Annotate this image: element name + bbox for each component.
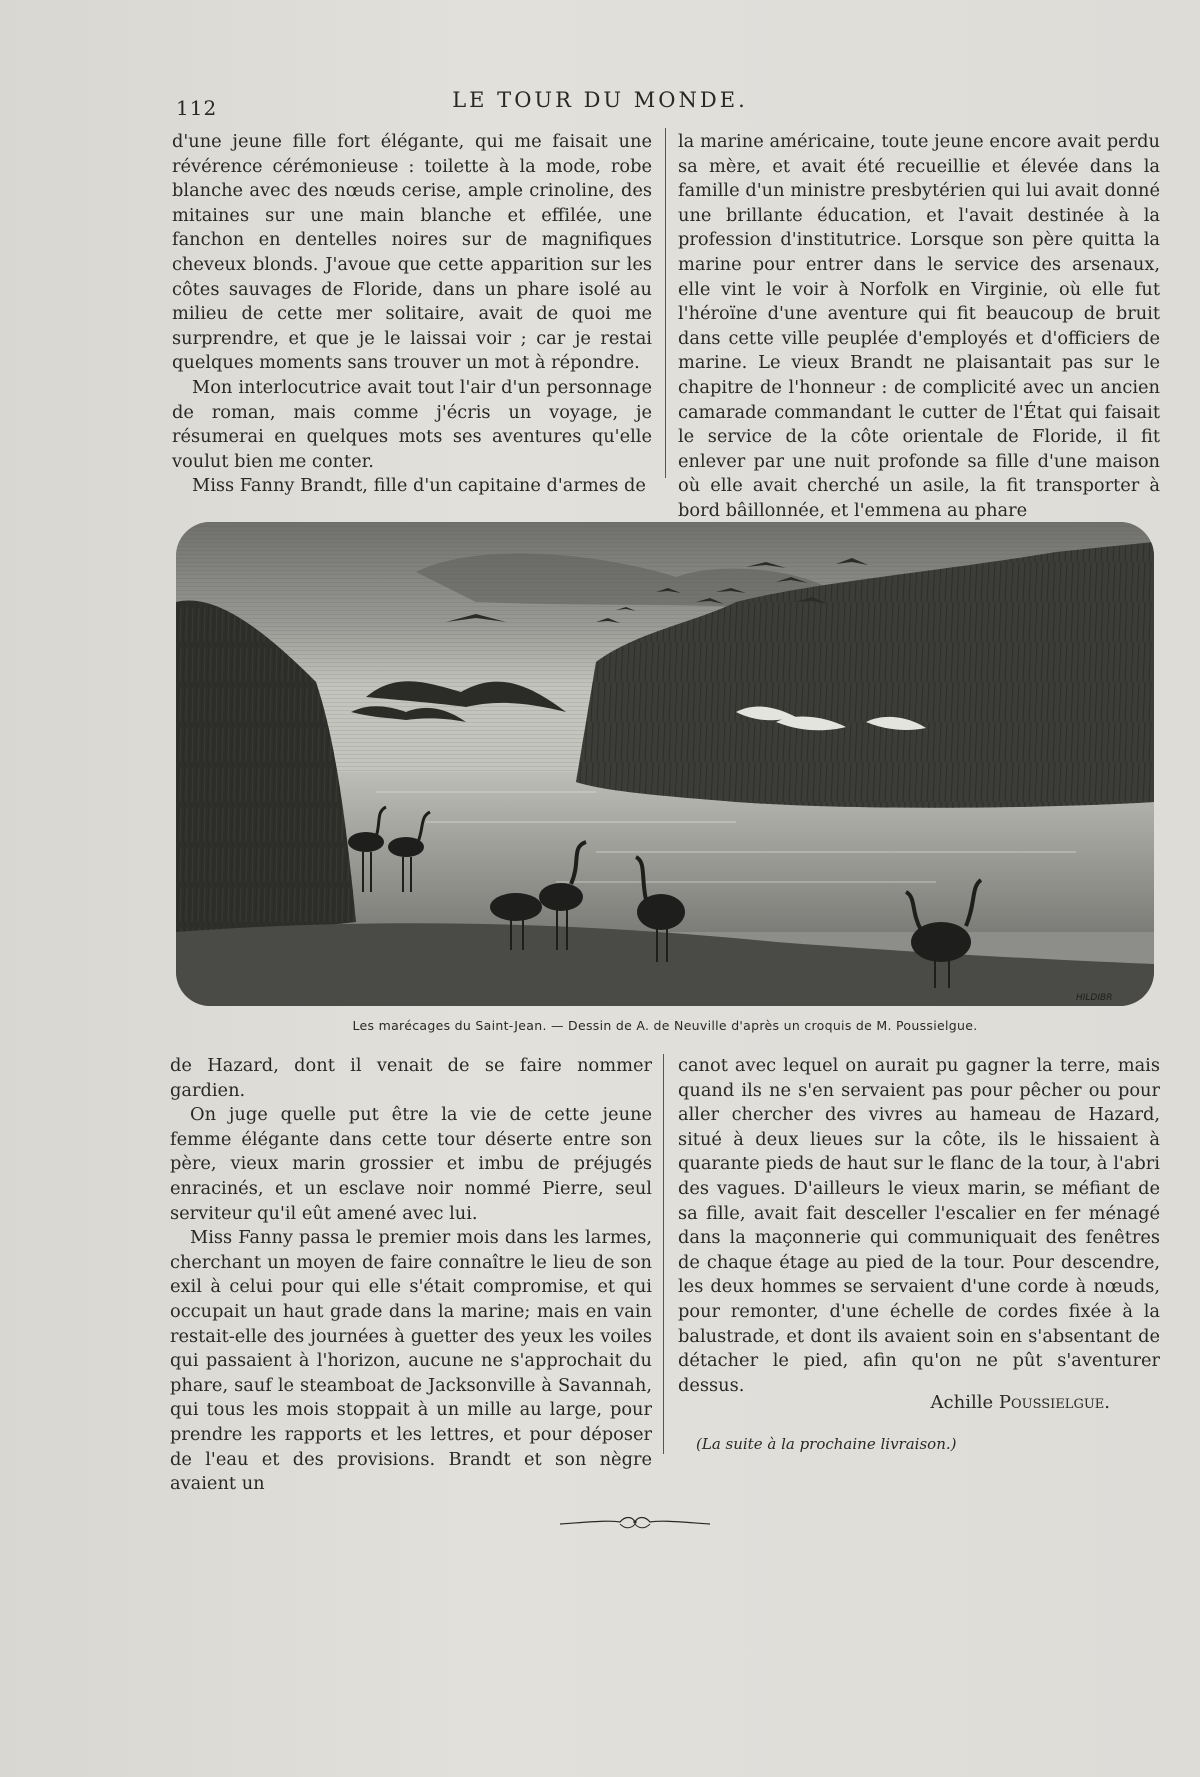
paragraph: Mon interlocutrice avait tout l'air d'un personnage de roman, mais comme j'écris un voyage, je résumerai en quelques mots ses aventures qu'elle voulut bien me conter. <box>172 376 652 472</box>
paragraph: d'une jeune fille fort élégante, qui me faisait une révérence cérémonieuse : toilette à la mode, robe blanche avec des nœuds cerise, ample crinoline, des mitaines sur une main blanche et effilée, une fanchon en dentelles noires sur de magnifiques cheveux blonds. J'avoue que cette apparition sur les côtes sauvages de Floride, dans un phare isolé au milieu de cette mer solitaire, avait de quoi me surprendre, et que je le laissai voir ; car je restai quelques moments sans trouver un mot à répondre. <box>172 131 652 374</box>
paragraph: Miss Fanny passa le premier mois dans les larmes, cherchant un moyen de faire connaître le lieu de son exil à celui pour qui elle s'était compromise, et qui occupait un haut grade dans la marine; mais en vain restait-elle des journées à guetter des yeux les voiles qui passaient à l'horizon, aucune ne s'approchait du phare, sauf le steamboat de Jacksonville à Savannah, qui tous les mois stoppait à un mille au large, pour prendre les rapports et les lettres, et pour déposer de l'eau et des provisions. Brandt et son nègre avaient un <box>170 1227 652 1495</box>
author-first-name: Achille <box>930 1392 994 1413</box>
paragraph: de Hazard, dont il venait de se faire nommer gardien. <box>170 1055 652 1101</box>
paragraph: canot avec lequel on aurait pu gagner la terre, mais quand ils ne s'en servaient pas pour pêcher ou pour aller chercher des vivres au hameau de Hazard, situé à deux lieues sur la côte, ils le hissaient à quarante pieds de haut sur le flanc de la tour, à l'abri des vagues. D'ailleurs le vieux marin, se méfiant de sa fille, avait fait desceller l'escalier en fer ménagé dans la maçonnerie qui communiquait des fenêtres de chaque étage au pied de la tour. Pour descendre, les deux hommes se servaient d'une corde à nœuds, pour remonter, d'une échelle de cordes fixée à la balustrade, et dont ils avaient soin en s'absentant de détacher le pied, afin qu'on ne pût s'aventurer dessus. <box>678 1055 1160 1396</box>
text-column-bottom-right <box>678 1054 1160 1398</box>
column-divider <box>665 128 666 478</box>
paragraph: On juge quelle put être la vie de cette jeune femme élégante dans cette tour déserte entre son père, vieux marin grossier et imbu de préjugés enracinés, et un esclave noir nommé Pierre, seul serviteur qu'il eût amené avec lui. <box>170 1104 652 1224</box>
paragraph: la marine américaine, toute jeune encore avait perdu sa mère, et avait été recueillie et élevée dans la famille d'un ministre presbytérien qui lui avait donné une brillante éducation, et l'avait destinée à la profession d'institutrice. Lorsque son père quitta la marine pour entrer dans le service des arsenaux, elle vint le voir à Norfolk en Virginie, où elle fut l'héroïne d'une aventure qui fit beaucoup de bruit dans cette ville peuplée d'employés et d'officiers de marine. Le vieux Brandt ne plaisantait pas sur le chapitre de l'honneur : de complicité avec un ancien camarade commandant le cutter de l'État qui faisait le service de la côte orientale de Floride, il fit enlever par une nuit profonde sa fille d'une maison où elle avait cherché un asile, la fit transporter à bord bâillonnée, et l'emmena au phare <box>678 131 1160 521</box>
running-title: LE TOUR DU MONDE. <box>452 88 748 112</box>
engraving-illustration <box>176 522 1154 1006</box>
text-column-top-right <box>678 130 1160 524</box>
fleuron-ornament-icon <box>560 1510 710 1534</box>
column-divider <box>663 1054 664 1454</box>
text-column-bottom-left <box>170 1054 652 1497</box>
continuation-note: (La suite à la prochaine livraison.) <box>696 1435 957 1453</box>
marsh-engraving <box>176 522 1154 1006</box>
author-signature <box>931 1392 1110 1413</box>
engraver-signature: HILDIBR <box>1076 993 1113 1003</box>
paragraph: Miss Fanny Brandt, fille d'un capitaine d'armes de <box>192 475 646 497</box>
author-last-name: Poussielgue. <box>998 1392 1110 1413</box>
text-column-top-left <box>172 130 652 499</box>
figure-caption: Les marécages du Saint-Jean. — Dessin de A. de Neuville d'après un croquis de M. Poussielgue. <box>352 1018 978 1033</box>
page-number: 112 <box>176 96 218 120</box>
